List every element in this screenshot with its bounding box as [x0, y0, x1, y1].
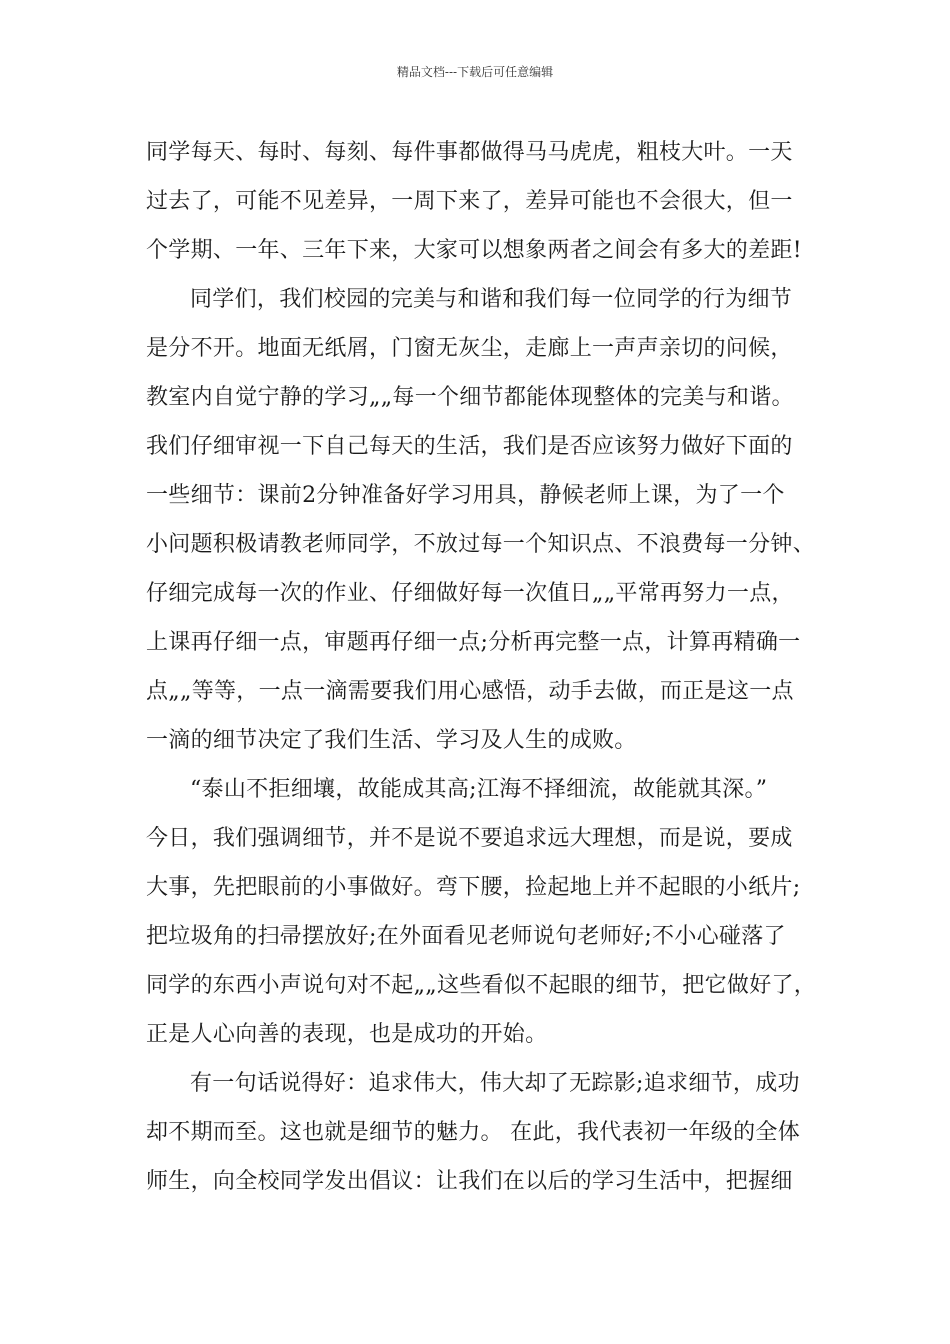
text-line: 一滴的细节决定了我们生活、学习及人生的成败。	[146, 728, 637, 753]
text-line: 过去了，可能不见差异，一周下来了，差异可能也不会很大，但一	[146, 189, 793, 214]
text-line: 今日，我们强调细节，并不是说不要追求远大理想，而是说，要成	[146, 826, 793, 851]
text-line: 同学的东西小声说句对不起„„这些看似不起眼的细节，把它做好了，	[146, 973, 817, 998]
paragraph-1	[146, 128, 826, 275]
paragraph-2	[146, 275, 826, 765]
text-line: 一些细节：课前2分钟准备好学习用具，静候老师上课，为了一个	[146, 483, 785, 508]
text-line: 正是人心向善的表现，也是成功的开始。	[146, 1022, 548, 1047]
text-line: 仔细完成每一次的作业、仔细做好每一次值日„„平常再努力一点，	[146, 581, 794, 606]
text-line: 师生，向全校同学发出倡议：让我们在以后的学习生活中，把握细	[146, 1169, 793, 1194]
text-line: 点„„等等，一点一滴需要我们用心感悟，动手去做，而正是这一点	[146, 679, 794, 704]
text-line: 却不期而至。这也就是细节的魅力。 在此，我代表初一年级的全体	[146, 1120, 800, 1145]
text-line: 同学们，我们校园的完美与和谐和我们每一位同学的行为细节	[190, 287, 793, 312]
text-line: 同学每天、每时、每刻、每件事都做得马马虎虎，粗枝大叶。一天	[146, 140, 793, 165]
text-line: 大事，先把眼前的小事做好。弯下腰，捡起地上并不起眼的小纸片;	[146, 875, 801, 900]
text-line: 教室内自觉宁静的学习„„每一个细节都能体现整体的完美与和谐。	[146, 385, 794, 410]
text-line: 个学期、一年、三年下来，大家可以想象两者之间会有多大的差距!	[146, 238, 802, 263]
paragraph-3	[146, 765, 826, 1059]
text-line: 上课再仔细一点，审题再仔细一点;分析再完整一点，计算再精确一	[146, 630, 801, 655]
text-line: 是分不开。地面无纸屑，门窗无灰尘，走廊上一声声亲切的问候，	[146, 336, 793, 361]
document-body	[146, 128, 826, 1206]
text-line: 有一句话说得好：追求伟大，伟大却了无踪影;追求细节，成功	[190, 1071, 800, 1096]
text-line: 把垃圾角的扫帚摆放好;在外面看见老师说句老师好;不小心碰落了	[146, 924, 786, 949]
paragraph-4	[146, 1059, 826, 1206]
text-line: 我们仔细审视一下自己每天的生活，我们是否应该努力做好下面的	[146, 434, 793, 459]
text-line: “泰山不拒细壤，故能成其高;江海不择细流，故能就其深。”	[190, 777, 768, 802]
page-header: 精品文档---下载后可任意编辑	[396, 65, 554, 79]
text-line: 小问题积极请教老师同学，不放过每一个知识点、不浪费每一分钟、	[146, 532, 816, 557]
